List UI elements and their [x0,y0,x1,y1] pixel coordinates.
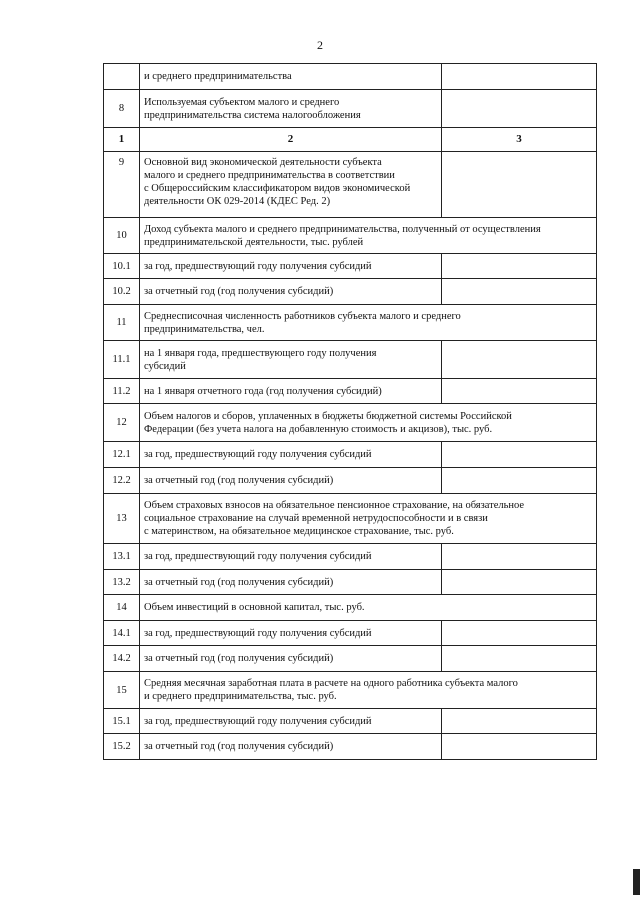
row-value-cell[interactable] [442,570,597,595]
row-indicator-text: на 1 января отчетного года (год получения субсидий) [140,379,442,404]
row-number: 14 [104,595,140,621]
row-value-cell[interactable] [442,279,597,305]
row-indicator-text: Объем инвестиций в основной капитал, тыс. руб. [140,595,597,621]
table-row [104,672,597,709]
row-number: 12 [104,404,140,442]
table-row [104,494,597,544]
row-value-cell[interactable] [442,468,597,494]
row-number: 14.2 [104,646,140,672]
table-row [104,64,597,90]
row-number: 13 [104,494,140,544]
row-value-cell[interactable] [442,341,597,379]
table-row [104,341,597,379]
row-value-cell[interactable] [442,254,597,279]
row-indicator-text: Средняя месячная заработная плата в расчете на одного работника субъекта малого и среднего предпринимательства, тыс. руб. [140,672,597,709]
row-number: 11.2 [104,379,140,404]
row-value-cell[interactable] [442,64,597,90]
row-indicator-text: за отчетный год (год получения субсидий) [140,468,442,494]
row-number: 14.1 [104,621,140,646]
row-value-cell[interactable] [442,152,597,218]
row-number: 15 [104,672,140,709]
row-indicator-text: Объем налогов и сборов, уплаченных в бюджеты бюджетной системы Российской Федерации (без учета налога на добавленную стоимость и акцизов), тыс. руб. [140,404,597,442]
row-indicator-text: за отчетный год (год получения субсидий) [140,570,442,595]
header-cell-col1: 1 [104,128,140,152]
table-row [104,279,597,305]
header-cell-col2: 2 [140,128,442,152]
table-row [104,709,597,734]
row-indicator-text: Основной вид экономической деятельности субъекта малого и среднего предпринимательства в соответствии с Общероссийским классификатором видов экономической деятельности ОК 029-2014 (КДЕС Ред. 2) [140,152,442,218]
row-indicator-text: за год, предшествующий году получения субсидий [140,709,442,734]
header-cell-col3: 3 [442,128,597,152]
row-indicator-text: за год, предшествующий году получения субсидий [140,442,442,468]
row-indicator-text: Используемая субъектом малого и среднего предпринимательства система налогообложения [140,90,442,128]
table-row [104,404,597,442]
row-number: 13.2 [104,570,140,595]
row-value-cell[interactable] [442,90,597,128]
row-number: 10 [104,218,140,254]
row-number: 15.2 [104,734,140,760]
row-indicator-text: за год, предшествующий году получения субсидий [140,621,442,646]
table-row [104,305,597,341]
page-number: 2 [317,38,323,52]
row-number: 10.2 [104,279,140,305]
row-number: 13.1 [104,544,140,570]
row-value-cell[interactable] [442,442,597,468]
row-value-cell[interactable] [442,734,597,760]
row-number [104,64,140,90]
row-number: 11 [104,305,140,341]
row-indicator-text: за год, предшествующий году получения субсидий [140,544,442,570]
row-value-cell[interactable] [442,621,597,646]
row-number: 12.1 [104,442,140,468]
table-row [104,734,597,760]
row-number: 8 [104,90,140,128]
row-number: 10.1 [104,254,140,279]
row-indicator-text: за год, предшествующий году получения субсидий [140,254,442,279]
table-row [104,468,597,494]
row-number: 9 [104,152,140,218]
row-value-cell[interactable] [442,379,597,404]
table-row [104,544,597,570]
row-value-cell[interactable] [442,709,597,734]
table-row [104,570,597,595]
table-row [104,254,597,279]
indicators-table [103,63,597,760]
row-indicator-text: за отчетный год (год получения субсидий) [140,734,442,760]
row-indicator-text: Объем страховых взносов на обязательное пенсионное страхование, на обязательное социальное страхование на случай временной нетрудоспособности и в связи с материнством, на обязательное медицинское страхование, тыс. руб. [140,494,597,544]
table-row [104,152,597,218]
table-row [104,595,597,621]
table-row [104,90,597,128]
table-row [104,621,597,646]
table-row [104,646,597,672]
row-value-cell[interactable] [442,646,597,672]
row-indicator-text: и среднего предпринимательства [140,64,442,90]
row-value-cell[interactable] [442,544,597,570]
row-indicator-text: Среднесписочная численность работников субъекта малого и среднего предпринимательства, чел. [140,305,597,341]
row-indicator-text: за отчетный год (год получения субсидий) [140,646,442,672]
table-body [104,64,597,760]
row-number: 15.1 [104,709,140,734]
table-row [104,442,597,468]
row-indicator-text: за отчетный год (год получения субсидий) [140,279,442,305]
row-number: 11.1 [104,341,140,379]
table-header-row [104,128,597,152]
table-row [104,218,597,254]
row-number: 12.2 [104,468,140,494]
scan-edge-mark [633,869,640,895]
table-row [104,379,597,404]
row-indicator-text: Доход субъекта малого и среднего предпринимательства, полученный от осуществления предпринимательской деятельности, тыс. рублей [140,218,597,254]
row-indicator-text: на 1 января года, предшествующего году получения субсидий [140,341,442,379]
